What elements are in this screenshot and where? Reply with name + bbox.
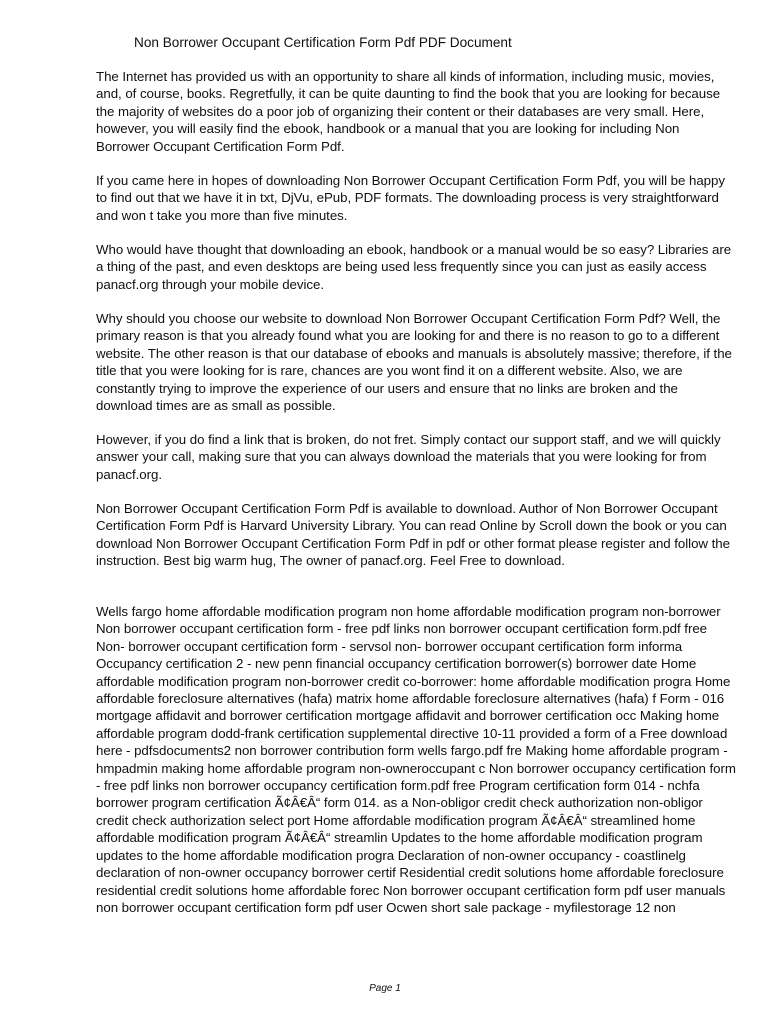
page-number: Page 1 [369,983,401,994]
paragraph-support: However, if you do find a link that is broken, do not fret. Simply contact our support staff, and we will quickly answer your call, making sure that you can always download the materials that you were looking for from panacf.org. [96,432,721,482]
paragraph-intro: The Internet has provided us with an opportunity to share all kinds of information, including music, movies, and, of course, books. Regretfully, it can be quite daunting to find the book that you are looking for because the majority of websites do a poor job of organizing their content or their databases are very small. Here, however, you will easily find the ebook, handbook or a manual that you are looking for including Non Borrower Occupant Certification Form Pdf. [96,69,721,154]
paragraph-mobile: Who would have thought that downloading an ebook, handbook or a manual would be so easy? Libraries are a thing of the past, and even desktops are being used less frequently since you can just as easily access panacf.org through your mobile device. [96,242,732,292]
paragraph-related-links: Wells fargo home affordable modification program non home affordable modification program non-borrower Non borrower occupant certification form - free pdf links non borrower occupant certification form.pdf free Non- borrower occupant certification form - servsol non- borrower occupant certification form informa Occupancy certification 2 - new penn financial occupancy certification borrower(s) borrower date Home affordable modification program non-borrower credit co-borrower: home affordable modification progra Home affordable foreclosure alternatives (hafa) matrix home affordable foreclosure alternatives (hafa) f Form - 016 mortgage affidavit and borrower certification mortgage affidavit and borrower certification occ Making home affordable program dodd-frank certification supplemental directive 10-11 provided a form of a Free download here - pdfsdocuments2 non borrower contribution form wells fargo.pdf fre Making home affordable program - hmpadmin making home affordable program non-owneroccupant c Non borrower occupancy certification form - free pdf links non borrower occupancy certification form.pdf free Program certification form 014 - nchfa borrower program certification Ã¢Â€Â“ form 014. as a Non-obligor credit check authorization non-obligor credit check authorization select port Home affordable modification program Ã¢Â€Â“ streamlined home affordable modification program Ã¢Â€Â“ streamlin Updates to the home affordable modification program updates to the home affordable modification progra Declaration of non-owner occupancy - coastlinelg declaration of non-owner occupancy borrower certif Residential credit solutions home affordable foreclosure residential credit solutions home affordable forec Non borrower occupant certification form pdf user manuals non borrower occupant certification form pdf user Ocwen short sale package - myfilestorage 12 non [96,604,736,915]
paragraph-why-choose: Why should you choose our website to download Non Borrower Occupant Certification Form Pdf? Well, the primary reason is that you already found what you are looking for and there is no reason to go to a different website. The other reason is that our database of ebooks and manuals is absolutely massive; therefore, if the title that you were looking for is rare, chances are you wont find it on a different website. Also, we are constantly trying to improve the experience of our users and ensure that no links are broken and the download times are as small as possible. [96,311,732,414]
paragraph-formats: If you came here in hopes of downloading Non Borrower Occupant Certification Form Pdf, you will be happy to find out that we have it in txt, DjVu, ePub, PDF formats. The downloading process is very straightforward and won t take you more than five minutes. [96,173,725,223]
paragraph-availability: Non Borrower Occupant Certification Form Pdf is available to download. Author of Non Borrower Occupant Certification Form Pdf is Harvard University Library. You can read Online by Scroll down the book or you can download Non Borrower Occupant Certification Form Pdf in pdf or other format please register and follow the instruction. Best big warm hug, The owner of panacf.org. Feel Free to download. [96,501,730,569]
document-title: Non Borrower Occupant Certification Form Pdf PDF Document [134,35,512,50]
